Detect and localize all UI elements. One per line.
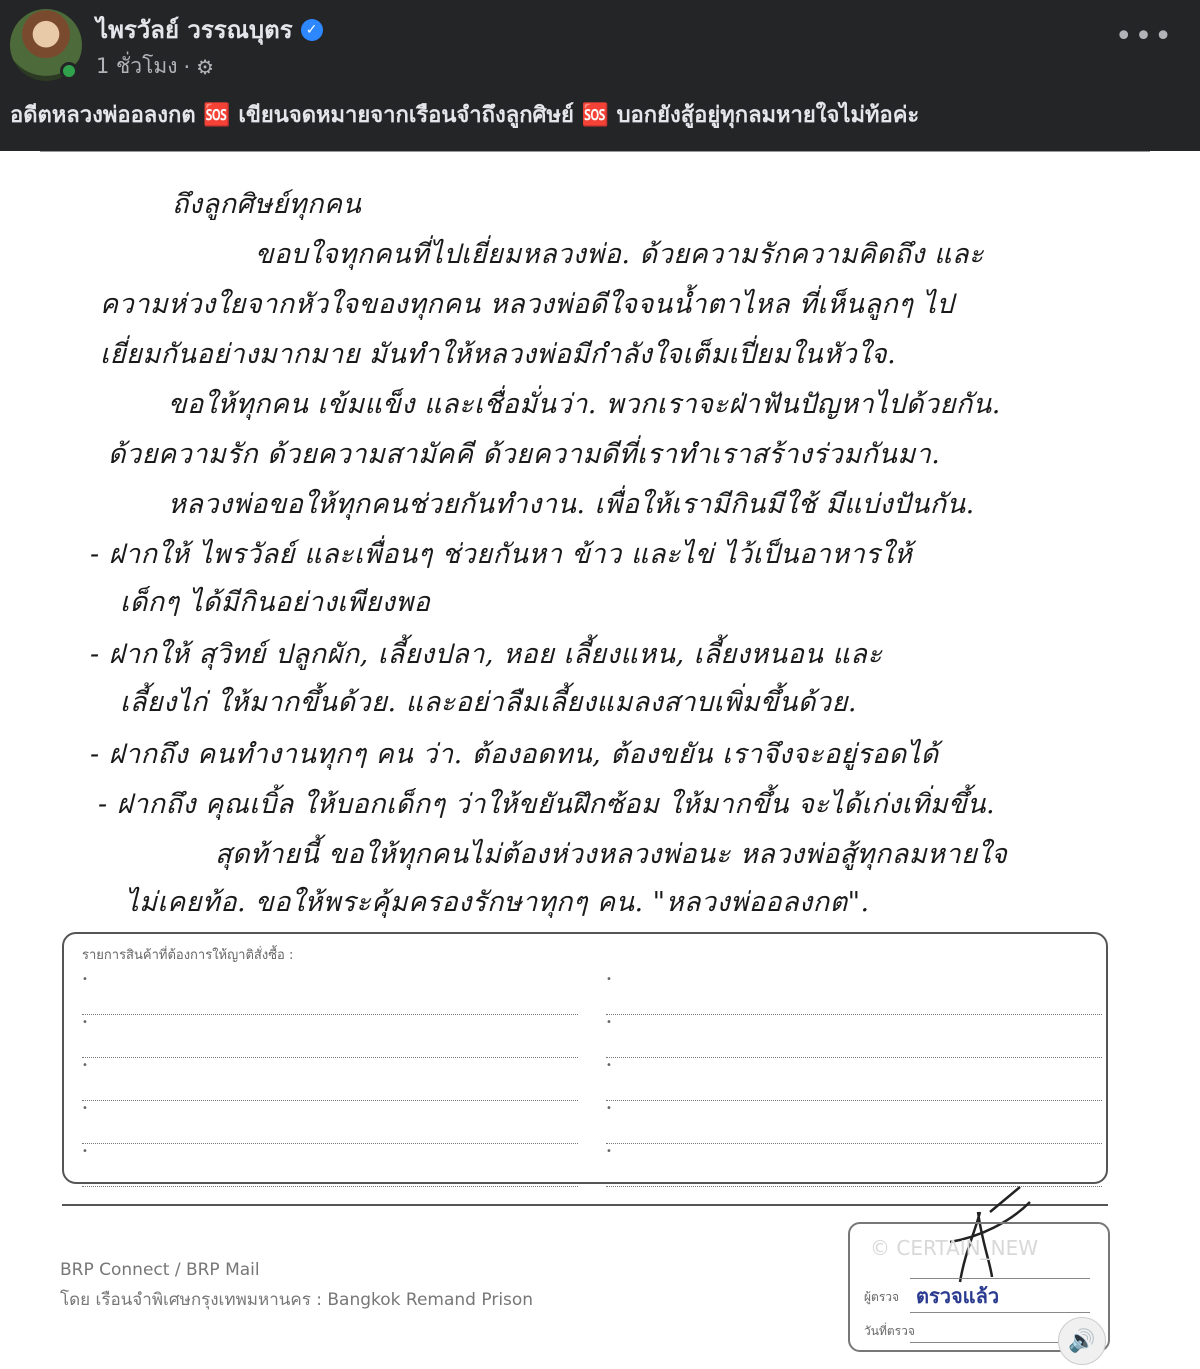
author-name[interactable]: ไพรวัลย์ วรรณบุตร — [96, 16, 293, 44]
product-order-form — [62, 932, 1108, 1184]
form-blank-line — [82, 972, 578, 1015]
watermark: © CERTAIN_NEW — [870, 1236, 1038, 1260]
verified-badge-icon: ✓ — [301, 19, 323, 41]
form-blank-line — [82, 1144, 578, 1187]
audience-gear-icon[interactable]: ⚙ — [196, 54, 215, 79]
form-blank-line — [606, 972, 1102, 1015]
form-blank-line — [606, 1015, 1102, 1058]
inspector-value: ตรวจแล้ว — [916, 1284, 1000, 1308]
form-blank-line — [606, 1144, 1102, 1187]
letter-line: ถึงลูกศิษย์ทุกคน — [172, 189, 362, 220]
post-header — [0, 0, 1200, 151]
letter-line: สุดท้ายนี้ ขอให้ทุกคนไม่ต้องห่วงหลวงพ่อนะ หลวงพ่อสู้ทุกลมหายใจ — [215, 839, 1008, 870]
form-column-left — [82, 972, 578, 1187]
date-label: วันที่ตรวจ — [864, 1324, 915, 1338]
letter-line: เด็กๆ ได้มีกินอย่างเพียงพอ — [120, 587, 431, 618]
post-caption: อดีตหลวงพ่ออลงกต 🆘 เขียนจดหมายจากเรือนจำถึงลูกศิษย์ 🆘 บอกยังสู้อยู่ทุกลมหายใจไม่ท้อค่ะ — [10, 103, 920, 128]
form-blank-line — [82, 1058, 578, 1101]
letter-line: - ฝากถึง คุณเบิ้ล ให้บอกเด็กๆ ว่าให้ขยันฝึกซ้อม ให้มากขึ้น จะได้เก่งเทิ่มขึ้น. — [98, 789, 996, 820]
letter-line: หลวงพ่อขอให้ทุกคนช่วยกันทำงาน. เพื่อให้เรามีกินมีใช้ มีแบ่งปันกัน. — [168, 489, 975, 520]
form-title: รายการสินค้าที่ต้องการให้ญาติสั่งซื้อ : — [82, 948, 294, 963]
letter-line: ด้วยความรัก ด้วยความสามัคคี ด้วยความดีที่เราทำเราสร้างร่วมกันมา. — [108, 439, 941, 470]
letter-line: ขอให้ทุกคน เข้มแข็ง และเชื่อมั่นว่า. พวกเราจะฝ่าฟันปัญหาไปด้วยกัน. — [168, 389, 1001, 420]
letter-line: - ฝากถึง คนทำงานทุกๆ คน ว่า. ต้องอดทน, ต้องขยัน เราจึงจะอยู่รอดได้ — [90, 739, 939, 770]
form-blank-line — [606, 1058, 1102, 1101]
letter-line: เลี้ยงไก่ ให้มากขึ้นด้วย. และอย่าลืมเลี้ยงแมลงสาบเพิ่มขึ้นด้วย. — [120, 687, 857, 718]
letter-line: เยี่ยมกันอย่างมากมาย มันทำให้หลวงพ่อมีกำลังใจเต็มเปี่ยมในหัวใจ. — [100, 339, 897, 370]
post-meta: 1 ชั่วโมง · ⚙ — [96, 50, 214, 83]
more-options-button[interactable]: ••• — [1114, 19, 1174, 54]
speaker-icon[interactable]: 🔊 — [1058, 1317, 1106, 1365]
form-blank-line — [606, 1101, 1102, 1144]
form-column-right — [606, 972, 1102, 1187]
footer-prison: โดย เรือนจำพิเศษกรุงเทพมหานคร : Bangkok Remand Prison — [60, 1290, 534, 1310]
post-time[interactable]: 1 ชั่วโมง — [96, 54, 178, 78]
footer-brand: BRP Connect / BRP Mail — [60, 1260, 260, 1280]
author-name-row — [96, 10, 323, 49]
form-blank-line — [82, 1101, 578, 1144]
letter-line: - ฝากให้ ไพรวัลย์ และเพื่อนๆ ช่วยกันหา ข้าว และไข่ ไว้เป็นอาหารให้ — [90, 539, 913, 570]
letter-line: ขอบใจทุกคนที่ไปเยี่ยมหลวงพ่อ. ด้วยความรักความคิดถึง และ — [255, 239, 984, 270]
letter-line: ความห่วงใยจากหัวใจของทุกคน หลวงพ่อดีใจจนน้ำตาไหล ที่เห็นลูกๆ ไป — [100, 289, 955, 320]
form-blank-line — [82, 1015, 578, 1058]
letter-image[interactable] — [40, 151, 1150, 1369]
online-status-icon — [60, 62, 78, 80]
letter-line: ไม่เคยท้อ. ขอให้พระคุ้มครองรักษาทุกๆ คน. "หลวงพ่ออลงกต". — [125, 887, 870, 918]
inspector-label: ผู้ตรวจ — [864, 1290, 900, 1304]
letter-line: - ฝากให้ สุวิทย์ ปลูกผัก, เลี้ยงปลา, หอย เลี้ยงแหน, เลี้ยงหนอน และ — [90, 639, 883, 670]
